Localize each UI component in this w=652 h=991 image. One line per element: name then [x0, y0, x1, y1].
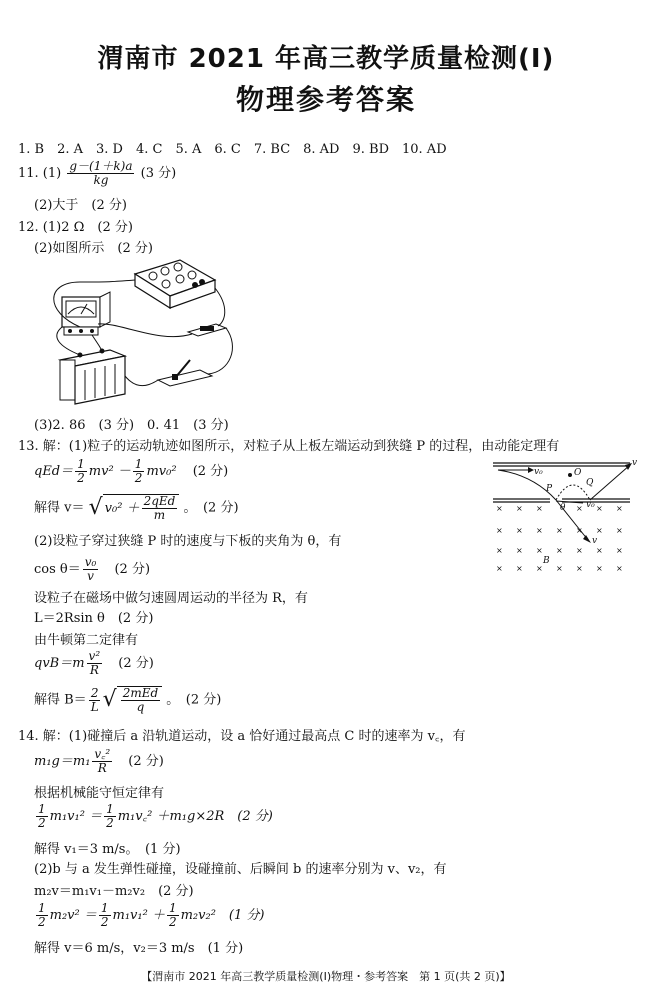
label-v0-top: v₀ — [534, 467, 543, 477]
svg-text:×: × — [556, 546, 563, 555]
q13-radius: 设粒子在磁场中做匀速圆周运动的半径为 R，有 — [34, 591, 308, 606]
circuit-figure — [40, 252, 250, 412]
q13-eq5: qvB＝m $\frac{\text{v²}}{R}$ (2 分) — [34, 649, 154, 677]
label-Q: Q — [586, 478, 594, 488]
q14-energy: 根据机械能守恒定律有 — [34, 786, 165, 801]
svg-text:×: × — [496, 526, 503, 535]
svg-text:×: × — [516, 526, 523, 535]
svg-text:×: × — [616, 526, 623, 535]
svg-text:×: × — [596, 564, 603, 573]
svg-text:×: × — [596, 526, 603, 535]
svg-text:×: × — [516, 564, 523, 573]
q11-part1: 11. (1) $\frac{g-(1+k)a}{kg}$ (3 分) — [18, 159, 177, 187]
label-v0-mid: v₀ — [586, 500, 595, 510]
q13-newton: 由牛顿第二定律有 — [34, 633, 139, 648]
svg-text:×: × — [576, 564, 583, 573]
q13-eq1: qEd＝ $\frac{1}{2}$ mv² － $\frac{1}{2}$ mv₀² (2 分) — [34, 457, 229, 485]
page-footer: 【渭南市 2021 年高三教学质量检测(Ⅰ)物理・参考答案 第 1 页(共 2 页)】 — [141, 970, 511, 983]
q13-eq6: 解得 B＝ $\frac{2}{L}$ √ $\frac{\text{2mEd}}{q}$ 。 (2 分) — [34, 685, 222, 714]
q12-part1: 12. (1)2 Ω (2 分) — [18, 220, 133, 235]
q13-part2: (2)设粒子穿过狭缝 P 时的速度与下板的夹角为 θ，有 — [34, 534, 342, 549]
svg-text:×: × — [496, 546, 503, 555]
q14-part2: (2)b 与 a 发生弹性碰撞，设碰撞前、后瞬间 b 的速率分别为 v、v₂，有 — [34, 862, 447, 877]
svg-text:×: × — [516, 504, 523, 513]
q14-eq1: m₁g＝m₁ $\frac{\text{v꜀²}}{R}$ (2 分) — [34, 747, 164, 775]
svg-text:×: × — [556, 564, 563, 573]
label-theta: θ — [560, 503, 566, 513]
resistance-box-icon — [135, 260, 215, 308]
svg-text:×: × — [616, 564, 623, 573]
q14-eq6: 解得 v＝6 m/s，v₂＝3 m/s (1 分) — [34, 941, 244, 956]
q13-eq3: cos θ＝ $\frac{\text{v₀}}{v}$ (2 分) — [34, 555, 151, 583]
q14-eq5: $\frac{1}{2}$ m₂v² ＝ $\frac{1}{2}$ m₁v₁² ＋ $\frac{1}{2}$ m₂v₂² (1 分) — [38, 901, 265, 929]
q14-eq4: m₂v＝m₁v₁－m₂v₂ (2 分) — [34, 884, 194, 899]
svg-text:×: × — [556, 526, 563, 535]
q13-eq2: 解得 v＝ √ v₀² ＋ $\frac{\text{2qEd}}{m}$ 。 (2 分) — [34, 494, 239, 522]
svg-text:×: × — [536, 504, 543, 513]
q13-eq4: L＝2Rsin θ (2 分) — [34, 611, 154, 626]
svg-text:×: × — [596, 546, 603, 555]
q12-part2: (2)如图所示 (2 分) — [34, 241, 153, 256]
q11-fraction: $\frac{g-(1+k)a}{kg}$ — [69, 159, 133, 187]
q13-intro: 13. 解：(1)粒子的运动轨迹如图所示，对粒子从上板左端运动到狭缝 P 的过程，由动能定理有 — [18, 439, 560, 454]
svg-text:×: × — [536, 564, 543, 573]
battery-icon — [60, 349, 125, 405]
svg-text:×: × — [596, 504, 603, 513]
label-v-bottom: v — [592, 536, 598, 546]
label-O: O — [574, 468, 582, 478]
svg-text:×: × — [616, 504, 623, 513]
choice-answers: 1. B 2. A 3. D 4. C 5. A 6. C 7. BC 8. AD 9. BD 10. AD — [18, 142, 447, 157]
svg-text:×: × — [576, 504, 583, 513]
resistor-icon — [188, 324, 226, 336]
q12-part3: (3)2. 86 (3 分) 0. 41 (3 分) — [34, 418, 229, 433]
svg-text:×: × — [576, 546, 583, 555]
svg-text:×: × — [616, 546, 623, 555]
q11-part2: (2)大于 (2 分) — [34, 198, 127, 213]
svg-text:×: × — [496, 504, 503, 513]
label-P: P — [546, 484, 553, 494]
document-subtitle: 物理参考答案 — [235, 83, 416, 116]
svg-text:×: × — [516, 546, 523, 555]
document-title: 渭南市 2021 年高三教学质量检测(Ⅰ) — [97, 44, 555, 74]
particle-figure — [488, 455, 638, 575]
voltmeter-icon — [62, 292, 110, 335]
svg-text:×: × — [576, 526, 583, 535]
q14-eq2: $\frac{1}{2}$ m₁v₁² ＝ $\frac{1}{2}$ m₁v꜀² ＋m₁g×2R (2 分) — [38, 802, 273, 830]
svg-text:×: × — [536, 526, 543, 535]
label-v-right: v — [632, 458, 638, 468]
svg-text:×: × — [536, 546, 543, 555]
svg-text:×: × — [496, 564, 503, 573]
switch-icon — [158, 360, 212, 386]
label-B: B — [543, 556, 550, 566]
q14-intro: 14. 解：(1)碰撞后 a 沿轨道运动，设 a 恰好通过最高点 C 时的速率为 v꜀，有 — [18, 729, 466, 744]
q14-eq3: 解得 v₁＝3 m/s。 (1 分) — [34, 842, 181, 857]
